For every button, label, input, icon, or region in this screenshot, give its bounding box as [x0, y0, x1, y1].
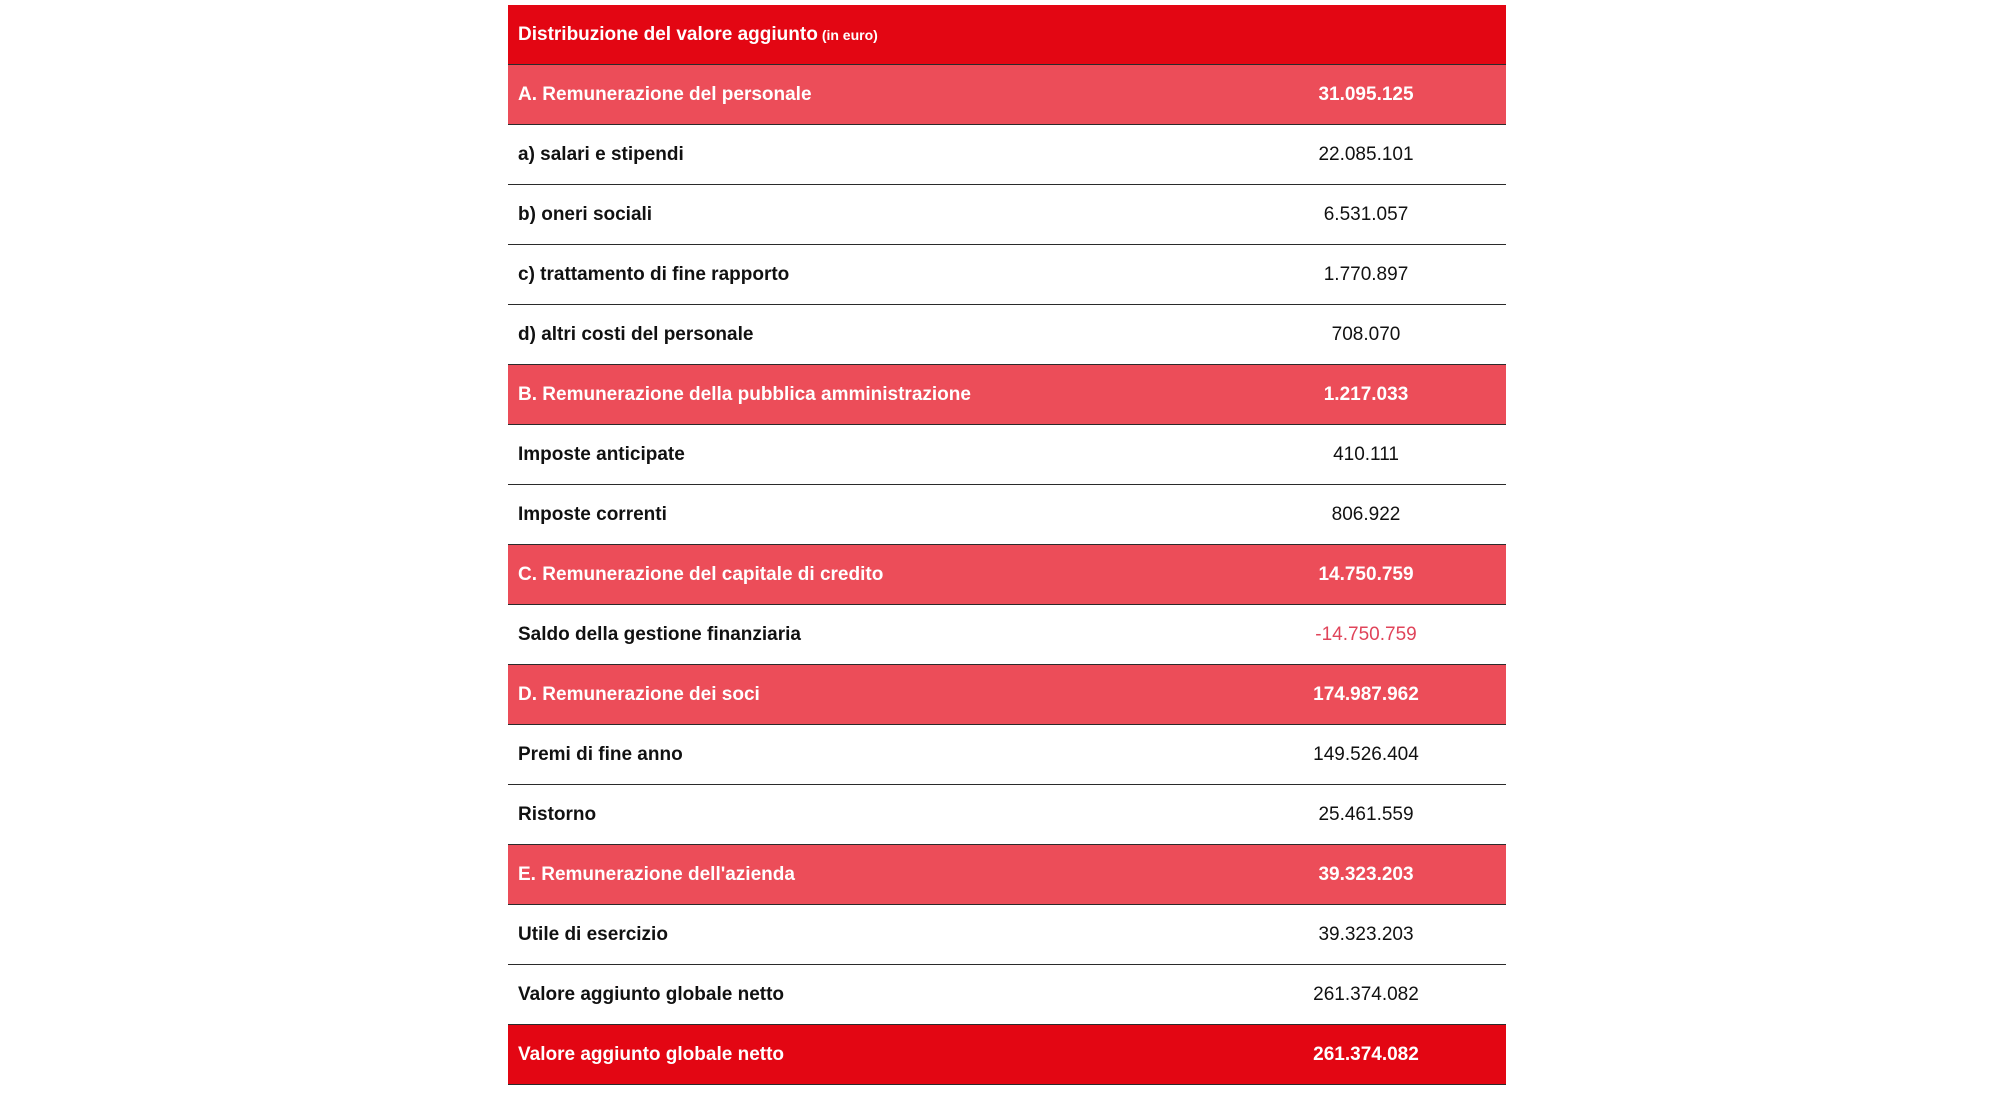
row-value: 25.461.559	[1318, 803, 1414, 825]
table-unit: (in euro)	[821, 26, 878, 43]
table-row	[508, 725, 1506, 785]
row-label: A. Remunerazione del personale	[518, 83, 812, 105]
row-label: b) oneri sociali	[518, 203, 653, 225]
row-value: 410.111	[1333, 443, 1399, 465]
row-value: 39.323.203	[1318, 923, 1414, 945]
table-row	[508, 185, 1506, 245]
row-label: D. Remunerazione dei soci	[518, 683, 760, 705]
table-row	[508, 905, 1506, 965]
row-label: d) altri costi del personale	[518, 323, 754, 345]
row-label: B. Remunerazione della pubblica amministrazione	[518, 383, 971, 405]
row-value: 149.526.404	[1313, 743, 1419, 765]
row-label: Imposte correnti	[518, 503, 667, 525]
row-value: 14.750.759	[1318, 563, 1414, 585]
table-row	[508, 245, 1506, 305]
table-row	[508, 785, 1506, 845]
table-header	[508, 5, 1506, 65]
row-value: 1.217.033	[1323, 383, 1409, 405]
section-row-azienda	[508, 845, 1506, 905]
section-row-pubblica-amministrazione	[508, 365, 1506, 425]
row-value: 31.095.125	[1318, 83, 1414, 105]
row-label: E. Remunerazione dell'azienda	[518, 863, 795, 885]
table-row	[508, 305, 1506, 365]
row-value: 708.070	[1331, 323, 1401, 345]
table-row	[508, 485, 1506, 545]
row-label: Valore aggiunto globale netto	[518, 983, 785, 1005]
table-row	[508, 125, 1506, 185]
row-value-negative: -14.750.759	[1315, 623, 1417, 645]
total-row	[508, 1025, 1506, 1085]
section-row-soci	[508, 665, 1506, 725]
row-value: 1.770.897	[1323, 263, 1409, 285]
total-label: Valore aggiunto globale netto	[518, 1043, 785, 1065]
value-distribution-table	[508, 5, 1506, 1085]
row-value: 39.323.203	[1318, 863, 1414, 885]
total-value: 261.374.082	[1313, 1043, 1419, 1065]
table-row	[508, 605, 1506, 665]
row-label: Utile di esercizio	[518, 923, 668, 945]
table-row	[508, 425, 1506, 485]
row-value: 6.531.057	[1323, 203, 1409, 225]
section-row-capitale-credito	[508, 545, 1506, 605]
section-row-personale	[508, 65, 1506, 125]
row-label: a) salari e stipendi	[518, 143, 684, 165]
row-value: 174.987.962	[1313, 683, 1419, 705]
row-value: 261.374.082	[1313, 983, 1419, 1005]
row-label: Imposte anticipate	[518, 443, 685, 465]
table-row	[508, 965, 1506, 1025]
row-value: 806.922	[1331, 503, 1401, 525]
row-value: 22.085.101	[1318, 143, 1414, 165]
table-title: Distribuzione del valore aggiunto (in euro)	[518, 23, 878, 45]
row-label: Premi di fine anno	[518, 743, 683, 765]
row-label: Ristorno	[518, 803, 597, 825]
row-label: C. Remunerazione del capitale di credito	[518, 563, 884, 585]
row-label: c) trattamento di fine rapporto	[518, 263, 790, 285]
row-label: Saldo della gestione finanziaria	[518, 623, 801, 645]
